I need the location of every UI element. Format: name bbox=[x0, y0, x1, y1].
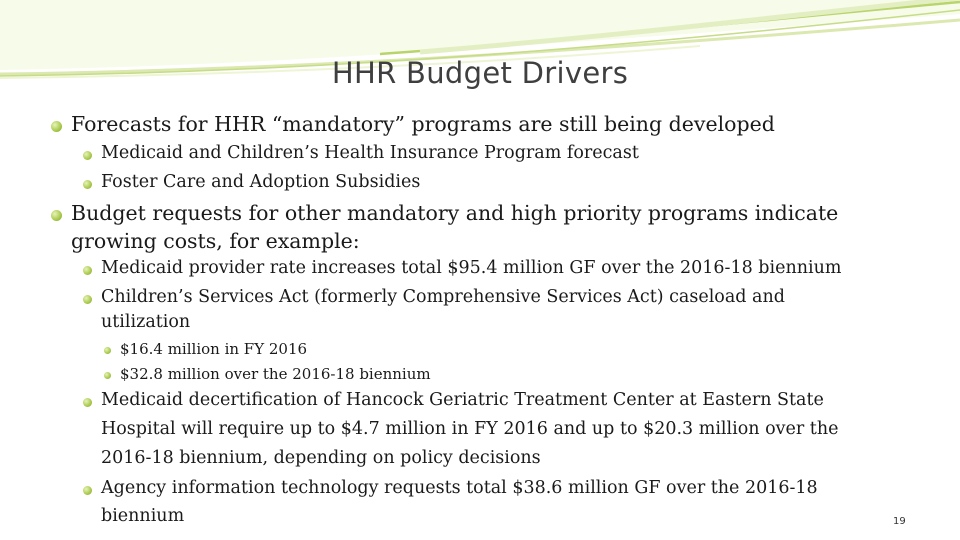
bullet-dot bbox=[83, 266, 92, 275]
bullet-dot bbox=[104, 372, 111, 379]
bullet-dot bbox=[83, 486, 92, 495]
bullet-level2-cont: 2016-18 biennium, depending on policy decisions bbox=[101, 448, 541, 468]
bullet-dot bbox=[83, 151, 92, 160]
bullet-dot bbox=[104, 347, 111, 354]
bullet-level2: Agency information technology requests total $38.6 million GF over the 2016-18 bbox=[101, 478, 818, 498]
bullet-level2: Foster Care and Adoption Subsidies bbox=[101, 172, 421, 192]
bullet-dot bbox=[51, 210, 62, 221]
bullet-dot bbox=[83, 295, 92, 304]
bullet-level1-cont: growing costs, for example: bbox=[71, 229, 360, 253]
bullet-level1: Forecasts for HHR “mandatory” programs are still being developed bbox=[71, 112, 775, 136]
bullet-level2: Medicaid and Children’s Health Insurance Program forecast bbox=[101, 143, 639, 163]
bullet-level1: Budget requests for other mandatory and high priority programs indicate bbox=[71, 201, 839, 225]
bullet-level2-cont: biennium bbox=[101, 506, 185, 526]
page-number: 19 bbox=[893, 516, 906, 527]
bullet-dot bbox=[83, 398, 92, 407]
bullet-level2: Children’s Services Act (formerly Comprehensive Services Act) caseload and bbox=[101, 287, 785, 307]
bullet-level3: $16.4 million in FY 2016 bbox=[120, 340, 308, 358]
bullet-level2: Medicaid provider rate increases total $95.4 million GF over the 2016-18 biennium bbox=[101, 258, 842, 278]
bullet-level2: Medicaid decertification of Hancock Geriatric Treatment Center at Eastern State bbox=[101, 390, 824, 410]
bullet-level3: $32.8 million over the 2016-18 biennium bbox=[120, 365, 431, 383]
slide-title: HHR Budget Drivers bbox=[331, 56, 629, 90]
bullet-level2-cont: utilization bbox=[101, 312, 191, 332]
bullet-dot bbox=[51, 121, 62, 132]
bullet-dot bbox=[83, 180, 92, 189]
bullet-level2-cont: Hospital will require up to $4.7 million in FY 2016 and up to $20.3 million over the bbox=[101, 419, 839, 439]
